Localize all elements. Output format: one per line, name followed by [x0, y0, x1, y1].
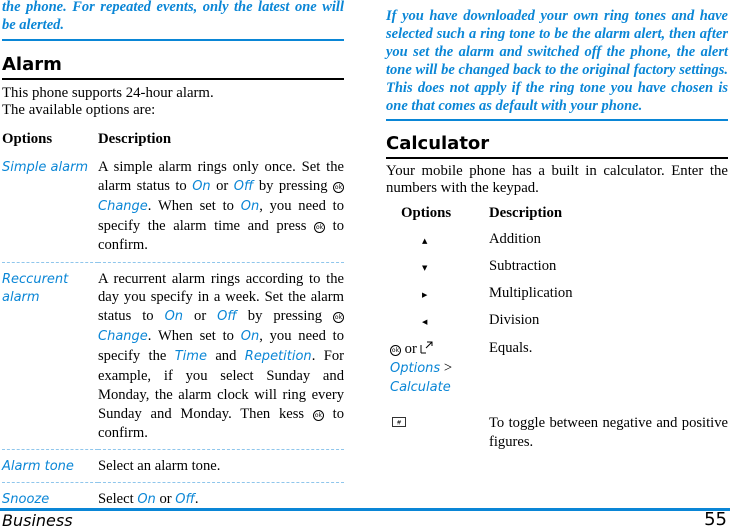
desc-addition: Addition	[489, 231, 541, 247]
ok-key-icon: ok	[314, 411, 322, 419]
ok-key-icon: ok	[334, 183, 343, 191]
nav-left-icon: ◀	[422, 318, 428, 326]
alarm-intro-line1: This phone supports 24-hour alarm.	[2, 85, 214, 101]
ok-key-icon: ok	[315, 223, 324, 231]
left-column	[2, 0, 344, 510]
kw-on: On	[192, 178, 211, 194]
desc-recurrent-alarm: A recurrent alarm rings according to the day you specify in a week. Set the alarm status to On or Off by pressing ok Change. When set to On, you need to specify the Time and Repetition. For example, if you select Sunday and Monday, the alarm clock will ring every Sunday and Monday. Then kess ok to confirm.	[98, 270, 345, 441]
svg-text:#: #	[396, 419, 402, 427]
nav-right-icon: ▶	[422, 291, 428, 299]
desc-toggle: To toggle between negative and positive figures.	[489, 414, 728, 450]
desc-alarm-tone: Select an alarm tone.	[98, 457, 221, 474]
section-divider	[2, 78, 344, 80]
table-header-row	[2, 131, 344, 158]
section-title-alarm: Alarm	[2, 54, 62, 75]
header-options: Options	[2, 131, 53, 147]
footer-rule	[0, 508, 730, 511]
nav-up-icon: ▲	[422, 237, 428, 245]
ok-key-icon: ok	[334, 314, 343, 322]
menu-key-icon	[420, 341, 434, 354]
kw-calculate: Calculate	[390, 379, 451, 395]
desc-simple-alarm: A simple alarm rings only once. Set the alarm status to On or Off by pressing ok Change. When set to On, you need to specify the alarm time and press ok to confirm.	[98, 159, 345, 253]
page-number: 55	[704, 509, 727, 530]
desc-snooze: Select On or Off.	[98, 490, 199, 507]
kw-change: Change	[98, 198, 148, 214]
option-simple-alarm: Simple alarm	[2, 160, 89, 175]
option-alarm-tone: Alarm tone	[2, 458, 74, 474]
section-divider	[386, 157, 728, 159]
header-options: Options	[401, 205, 452, 221]
option-equals: ok or Options > Calculate	[390, 341, 453, 395]
table-row	[386, 230, 728, 257]
footer-chapter-label: Business	[2, 511, 73, 530]
table-row	[386, 284, 728, 311]
desc-equals: Equals.	[489, 340, 533, 356]
table-row	[386, 257, 728, 284]
desc-subtraction: Subtraction	[489, 258, 557, 274]
kw-options: Options	[390, 360, 441, 376]
left-intro: the phone. For repeated events, only the latest one will be alerted.	[2, 0, 344, 33]
hash-key-icon	[386, 414, 489, 452]
table-row	[2, 262, 344, 449]
option-snooze: Snooze	[2, 491, 50, 507]
table-row	[386, 311, 728, 338]
desc-division: Division	[489, 312, 540, 328]
table-row	[2, 158, 344, 262]
option-recurrent-alarm: Reccurent alarm	[2, 271, 69, 305]
table-header-row	[386, 205, 728, 230]
ok-key-icon: ok	[391, 347, 400, 354]
page-footer	[0, 506, 730, 528]
header-description: Description	[98, 131, 172, 147]
table-row	[2, 449, 344, 482]
right-column	[386, 0, 728, 452]
calculator-intro: Your mobile phone has a built in calculator. Enter the numbers with the keypad.	[386, 163, 728, 196]
nav-down-icon: ▼	[422, 264, 428, 272]
table-row	[386, 414, 728, 452]
right-intro: If you have downloaded your own ring tones and have selected such a ring tone to be the alarm alert, then after you set the alarm and switched off the phone, the alert tone will be changed back to the original factory settings. This does not apply if the ring tone you have chosen is one that comes as default with your phone.	[386, 8, 728, 114]
alarm-intro-line2: The available options are:	[2, 102, 156, 118]
alarm-options-table	[2, 131, 344, 510]
header-description: Description	[489, 205, 563, 221]
calculator-options-table	[386, 205, 728, 452]
kw-off: Off	[233, 178, 254, 194]
desc-multiplication: Multiplication	[489, 285, 573, 301]
kw-on: On	[240, 198, 260, 214]
table-row	[386, 338, 728, 414]
section-title-calculator: Calculator	[386, 133, 490, 154]
